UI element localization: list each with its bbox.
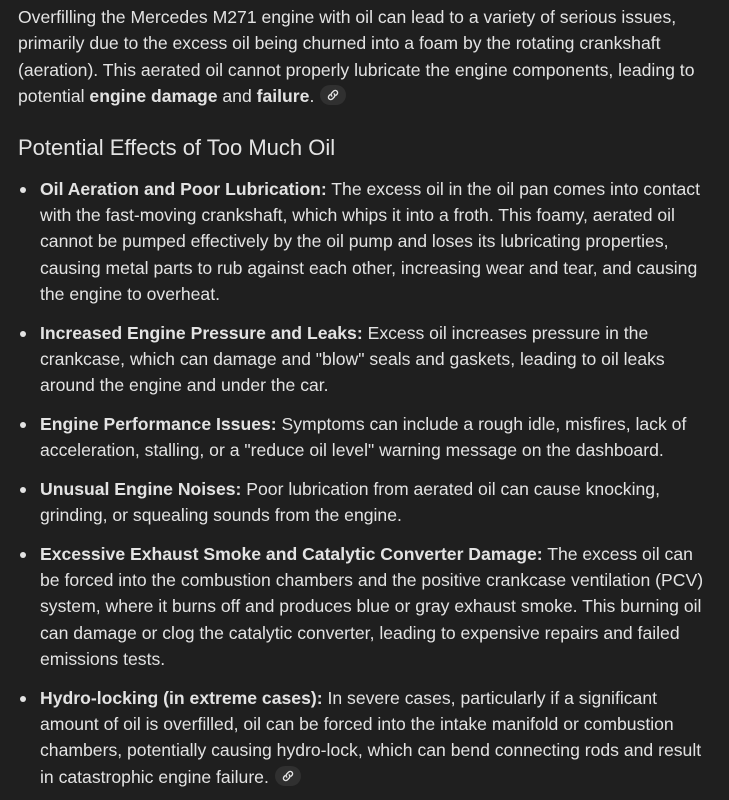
item-title: Oil Aeration and Poor Lubrication: xyxy=(40,178,327,199)
item-text: The excess oil in the oil pan comes into contact with the fast-moving crankshaft, which whips it into a froth. This foamy, aerated oil cannot be pumped effectively by the oil pump and loses its lubricating properties, causing metal parts to rub against each other, increasing wear and tear, and causing the engine to overheat. xyxy=(40,178,700,305)
item-title: Increased Engine Pressure and Leaks: xyxy=(40,322,363,343)
source-link-button[interactable] xyxy=(275,766,301,786)
bullet-dot xyxy=(20,487,26,493)
item-title: Engine Performance Issues: xyxy=(40,413,277,434)
source-link-button[interactable] xyxy=(320,85,346,105)
bullet-dot xyxy=(20,696,26,702)
intro-bold-failure: failure xyxy=(256,86,310,107)
item-text: Poor lubrication from aerated oil can cause knocking, grinding, or squealing sounds from the engine. xyxy=(40,478,660,526)
list-item xyxy=(18,541,717,673)
item-text: The excess oil can be forced into the combustion chambers and the positive crankcase ventilation (PCV) system, where it burns off and produces blue or gray exhaust smoke. This burning oil can damage or clog the catalytic converter, leading to expensive repairs and failed emissions tests. xyxy=(40,543,704,670)
bullet-dot xyxy=(20,552,26,558)
link-icon xyxy=(326,88,340,102)
list-item xyxy=(18,685,717,791)
list-item xyxy=(18,476,717,529)
bullet-dot xyxy=(20,331,26,337)
bullet-dot xyxy=(20,187,26,193)
list-item xyxy=(18,176,717,308)
intro-bold-engine-damage: engine damage xyxy=(89,86,218,107)
item-title: Excessive Exhaust Smoke and Catalytic Converter Damage: xyxy=(40,543,543,564)
section-heading: Potential Effects of Too Much Oil xyxy=(18,134,336,160)
intro-period: . xyxy=(309,86,315,107)
intro-paragraph xyxy=(18,4,717,110)
intro-text: Overfilling the Mercedes M271 engine with oil can lead to a variety of serious issues, primarily due to the excess oil being churned into a foam by the rotating crankshaft (aeration). This aerated oil cannot properly lubricate the engine components, leading to potential xyxy=(18,7,695,107)
item-text: In severe cases, particularly if a significant amount of oil is overfilled, oil can be forced into the intake manifold or combustion chambers, potentially causing hydro-lock, which can bend connecting rods and result in catastrophic engine failure. xyxy=(40,687,702,787)
item-text: Excess oil increases pressure in the crankcase, which can damage and "blow" seals and gaskets, leading to oil leaks around the engine and under the car. xyxy=(40,322,665,396)
link-icon xyxy=(281,769,295,783)
intro-and: and xyxy=(217,86,257,107)
item-title: Hydro-locking (in extreme cases): xyxy=(40,687,323,708)
list-item xyxy=(18,411,717,464)
list-item xyxy=(18,320,717,399)
item-title: Unusual Engine Noises: xyxy=(40,478,242,499)
effects-list xyxy=(18,176,717,791)
item-text: Symptoms can include a rough idle, misfires, lack of acceleration, stalling, or a "reduce oil level" warning message on the dashboard. xyxy=(40,413,687,461)
bullet-dot xyxy=(20,422,26,428)
